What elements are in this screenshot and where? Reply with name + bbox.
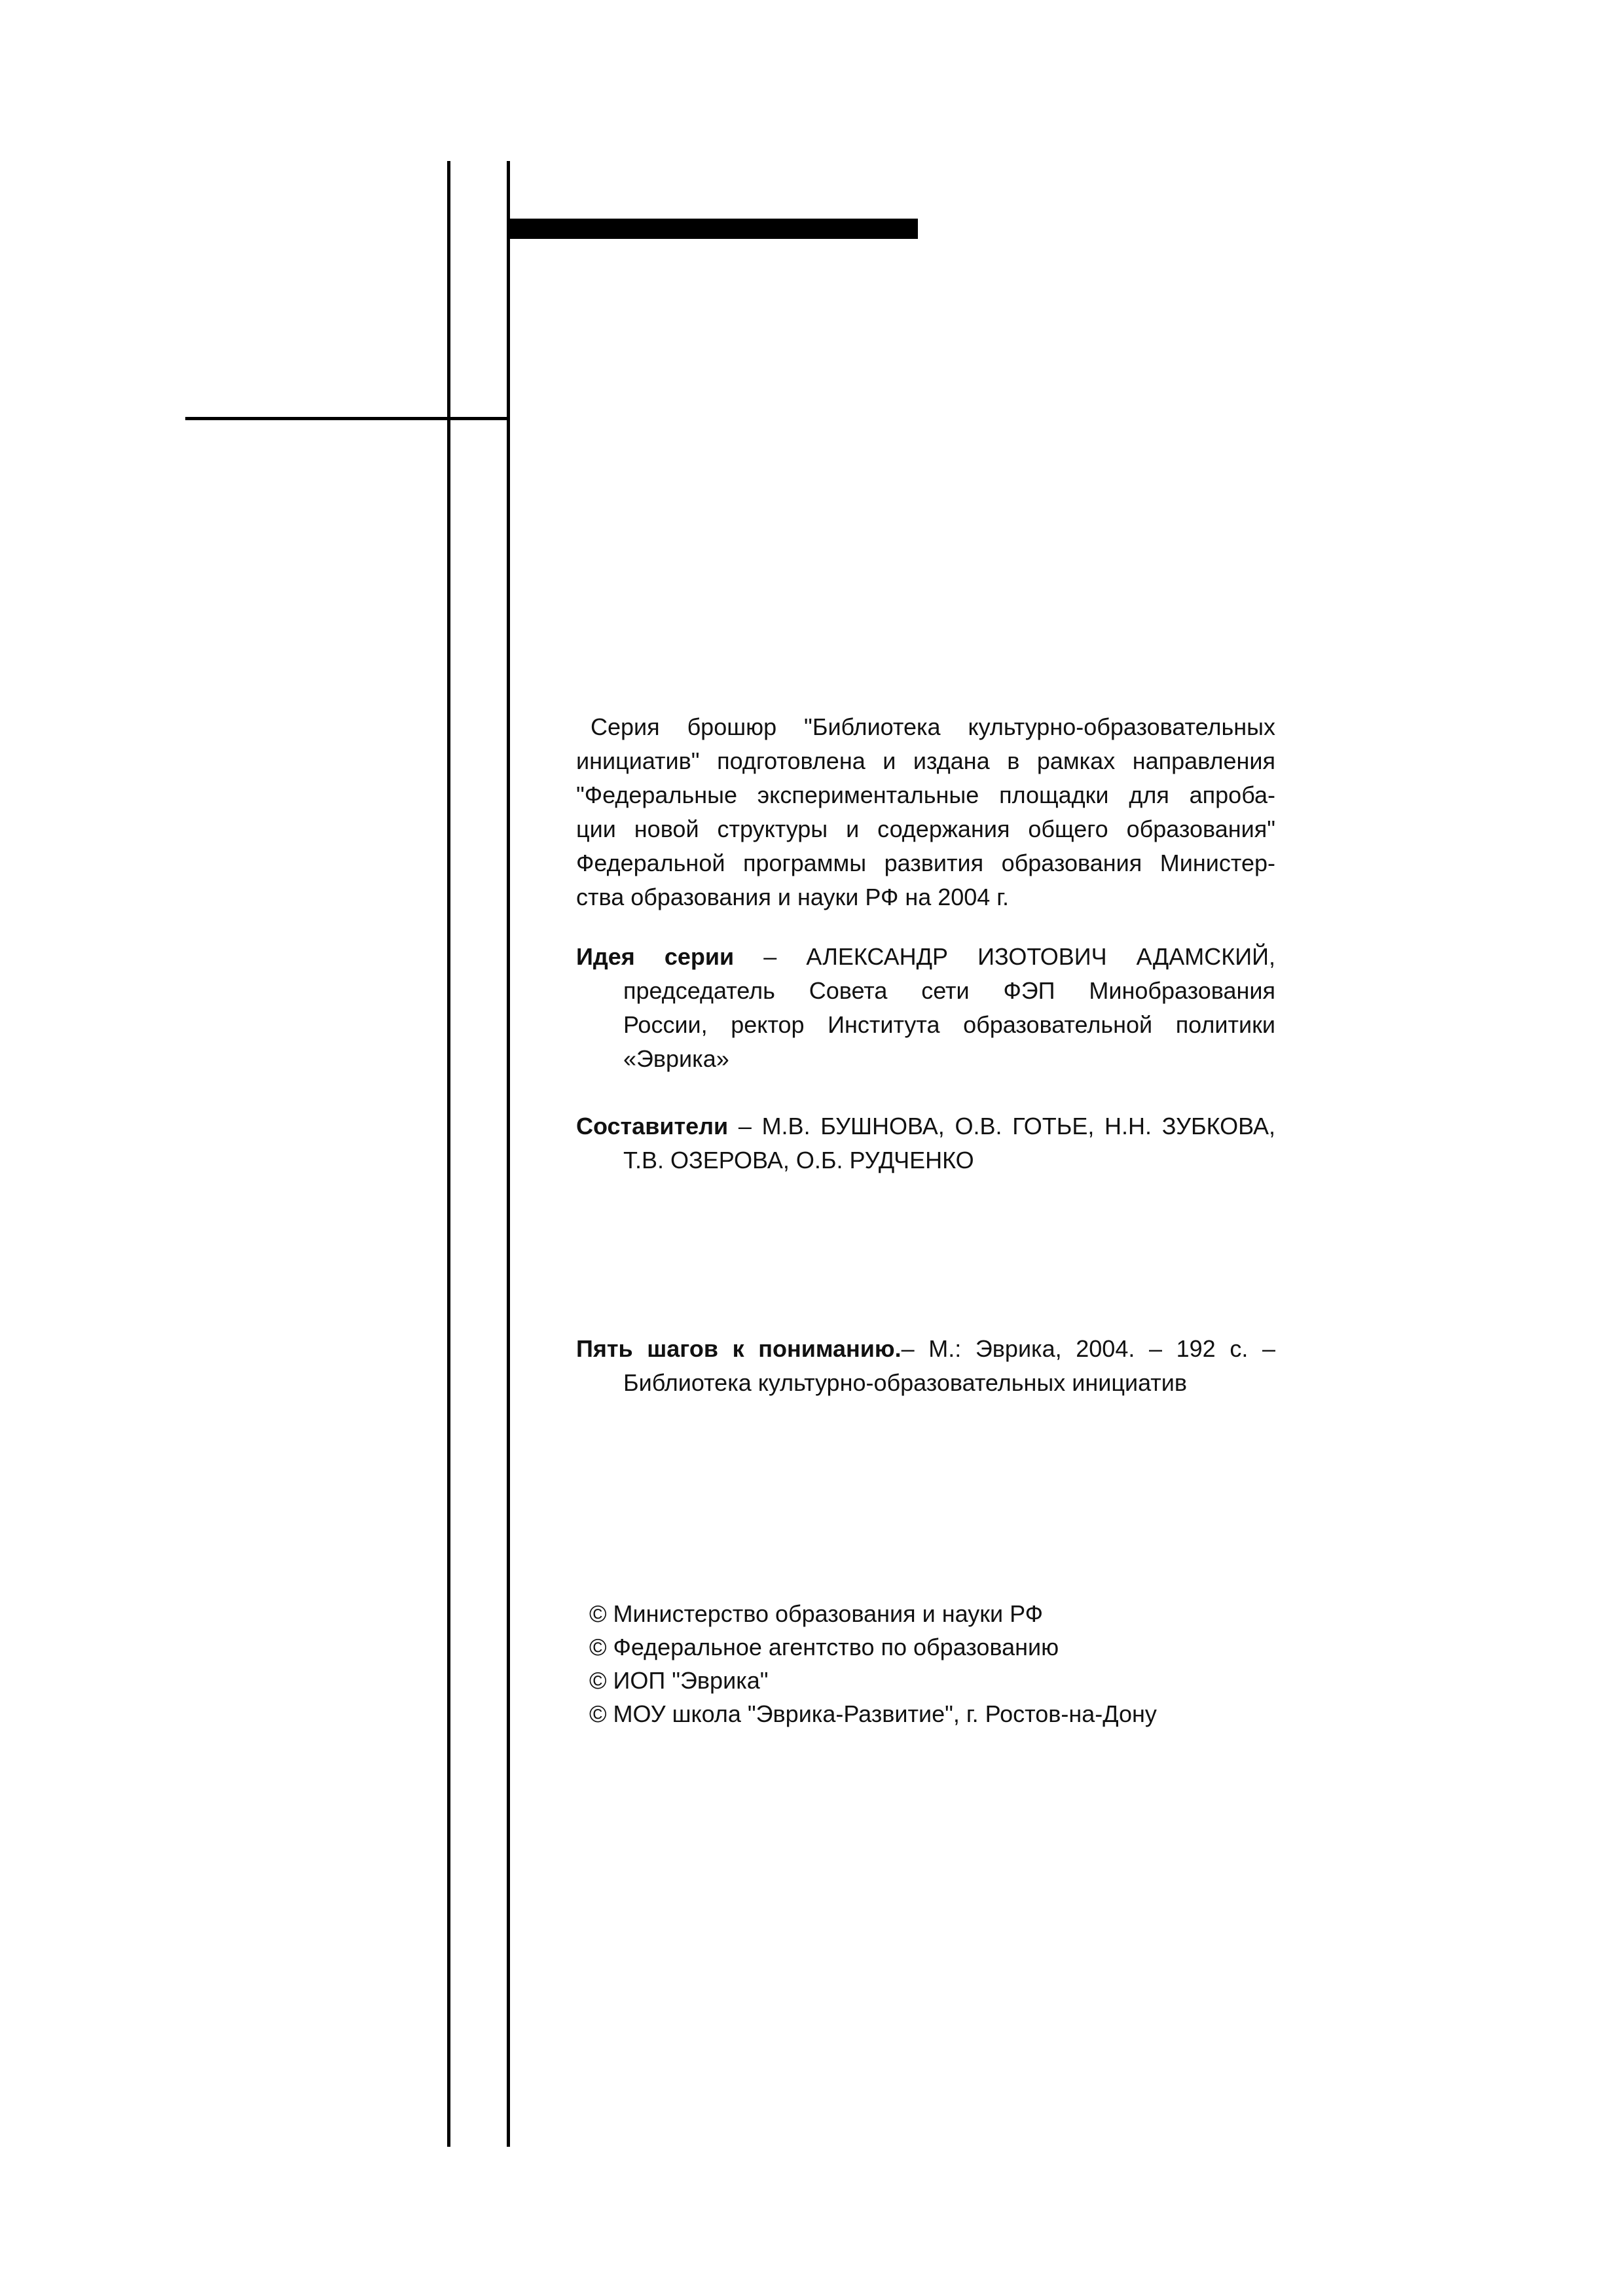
idea-line: «Эврика»: [623, 1045, 729, 1072]
book-title: Пять шагов к пониманию.: [576, 1335, 902, 1362]
compilers-names: – М.В. БУШНОВА, О.В. ГОТЬЕ, Н.Н. ЗУБКОВА,: [728, 1113, 1275, 1139]
idea-line: председатель Совета сети ФЭП Минобразования: [623, 977, 1275, 1004]
compilers-second-line: Т.В. ОЗЕРОВА, О.Б. РУДЧЕНКО: [623, 1147, 974, 1174]
series-name: Библиотека культурно-образовательных инициатив: [623, 1369, 1188, 1396]
copyright-item: © ИОП "Эврика": [589, 1667, 769, 1694]
bibliographic-first-line: [576, 1332, 1275, 1366]
series-line: "Федеральные экспериментальные площадки для апроба-: [576, 781, 1275, 808]
copyright-item: © Министерство образования и науки РФ: [589, 1600, 1044, 1627]
copyright-item: © Федеральное агентство по образованию: [589, 1634, 1059, 1660]
copyright-list: [589, 1597, 1309, 1731]
compilers: [576, 1109, 1275, 1177]
copyright-item: © МОУ школа "Эврика-Развитие", г. Ростов-на-Дону: [589, 1700, 1157, 1727]
compilers-label: Составители: [576, 1113, 729, 1139]
idea-author: АЛЕКСАНДР ИЗОТОВИЧ АДАМСКИЙ,: [806, 943, 1275, 970]
series-line: ции новой структуры и содержания общего образования": [576, 816, 1275, 842]
idea-label: Идея серии: [576, 943, 735, 970]
idea-first-line: [576, 940, 1275, 974]
publication-info: – М.: Эврика, 2004. – 192 с. –: [901, 1335, 1275, 1362]
series-line: Федеральной программы развития образования Министер-: [576, 850, 1275, 876]
horizontal-rule: [185, 417, 510, 420]
series-line: инициатив" подготовлена и издана в рамках направления: [576, 747, 1275, 774]
series-description: [576, 710, 1275, 914]
series-idea: [576, 940, 1275, 1076]
compilers-first-line: [576, 1109, 1275, 1143]
series-line: Серия брошюр "Библиотека культурно-образовательных: [591, 713, 1275, 740]
idea-dash: –: [734, 943, 807, 970]
left-vertical-rule: [447, 161, 450, 2147]
thick-header-bar: [510, 219, 918, 239]
bibliographic-record: [576, 1332, 1275, 1400]
idea-line: России, ректор Института образовательной политики: [623, 1011, 1275, 1038]
right-vertical-rule: [507, 161, 510, 2147]
series-line: ства образования и науки РФ на 2004 г.: [576, 884, 1010, 910]
